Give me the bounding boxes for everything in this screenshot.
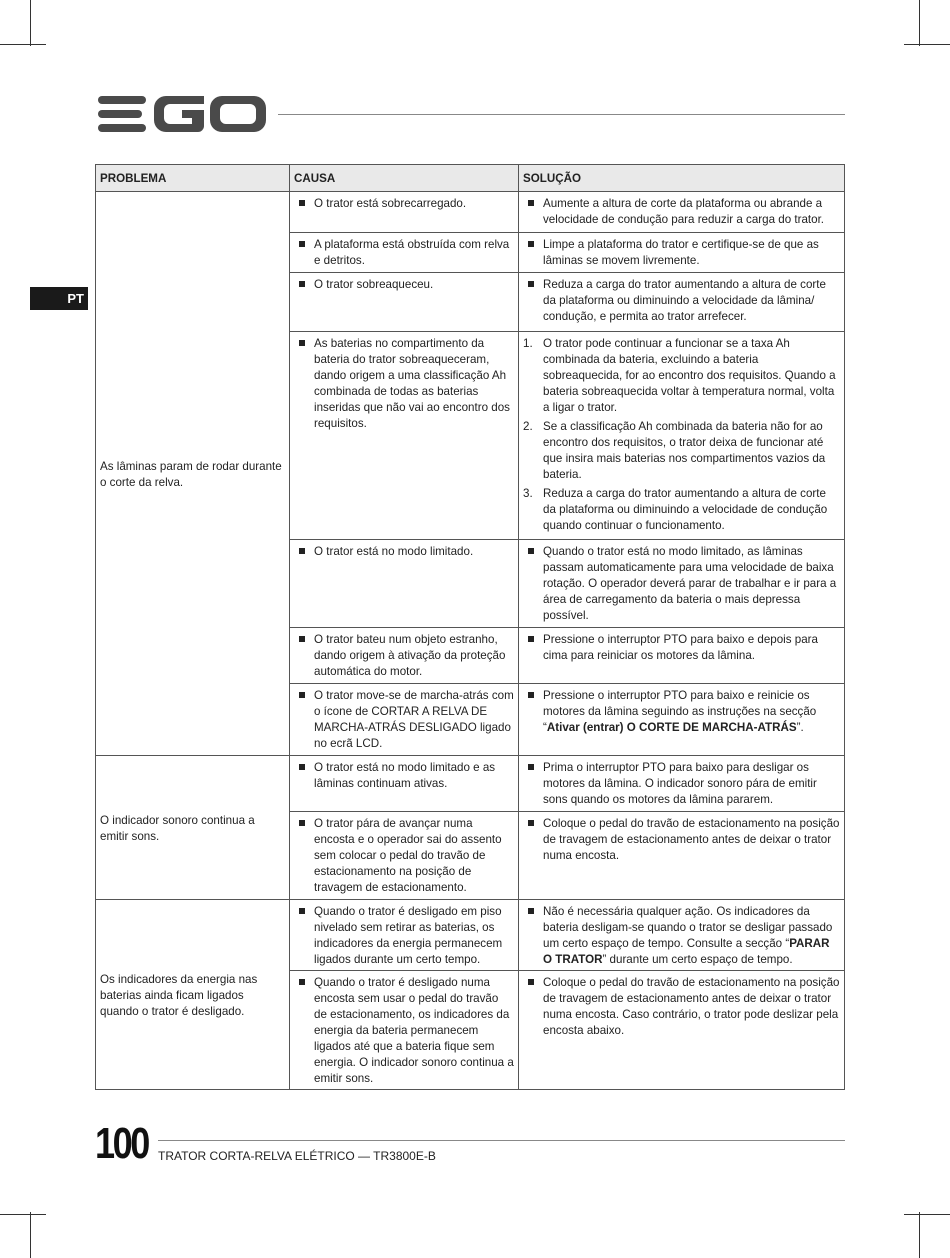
cause-cell [290, 971, 519, 1090]
header-rule [278, 114, 845, 115]
problem-cell: As lâminas param de rodar durante o corte da relva. [96, 192, 290, 756]
solution-text: Prima o interruptor PTO para baixo para desligar os motores da lâmina. O indicador sonoro pára de emitir sons quando os motores da lâmina pararem. [523, 760, 840, 808]
cause-text: O trator move-se de marcha-atrás com o ícone de CORTAR A RELVA DE MARCHA-ATRÁS DESLIGADO ligado no ecrã LCD. [294, 688, 514, 752]
cause-text: A plataforma está obstruída com relva e detritos. [294, 237, 514, 269]
crop-mark [919, 1212, 920, 1258]
solution-text: Não é necessária qualquer ação. Os indicadores da bateria desligam-se quando o trator se desligar passado um certo espaço de tempo. Consulte a secção “PARAR O TRATOR” durante um certo espaço de tempo. [523, 904, 840, 968]
ego-logo [96, 92, 268, 136]
cause-text: O trator está sobrecarregado. [294, 196, 514, 212]
solution-cell [519, 273, 845, 332]
language-tab: PT [30, 287, 88, 310]
step-number: 1. [523, 337, 533, 350]
table-row [96, 900, 845, 971]
crop-mark [904, 1214, 950, 1215]
table-header-row [96, 165, 845, 192]
header-cause: CAUSA [290, 165, 519, 192]
solution-text: Pressione o interruptor PTO para baixo e depois para cima para reiniciar os motores da lâmina. [523, 632, 840, 664]
solution-step [523, 336, 840, 416]
solution-cell [519, 971, 845, 1090]
footer-title: TRATOR CORTA-RELVA ELÉTRICO — TR3800E-B [158, 1149, 436, 1163]
cause-text: Quando o trator é desligado em piso nivelado sem retirar as baterias, os indicadores da energia permanecem ligados durante um certo tempo. [294, 904, 514, 968]
step-text: Reduza a carga do trator aumentando a altura de corte da plataforma ou diminuindo a velocidade de condução quando continuar o funcionamento. [543, 487, 828, 532]
cause-cell [290, 756, 519, 812]
solution-cell [519, 628, 845, 684]
step-text: O trator pode continuar a funcionar se a taxa Ah combinada da bateria, excluindo a bateria sobreaquecida, for ao encontro dos requisitos. Quando a bateria sobreaquecida voltar à temperatura normal, volta a ligar o trator. [543, 337, 836, 414]
solution-cell [519, 900, 845, 971]
solution-text: Coloque o pedal do travão de estacionamento na posição de travagem de estacionamento antes de deixar o trator numa encosta. [523, 816, 840, 864]
header-problem: PROBLEMA [96, 165, 290, 192]
cause-cell [290, 628, 519, 684]
solution-text: Pressione o interruptor PTO para baixo e reinicie os motores da lâmina seguindo as instruções na secção “Ativar (entrar) O CORTE DE MARCHA-ATRÁS”. [523, 688, 840, 736]
solution-cell [519, 812, 845, 900]
crop-mark [904, 44, 950, 45]
cause-text: O trator bateu num objeto estranho, dando origem à ativação da proteção automática do motor. [294, 632, 514, 680]
cause-text: Quando o trator é desligado numa encosta sem usar o pedal do travão de estacionamento, os indicadores da energia da bateria permanecem ligados até que a bateria fique sem energia. O indicador sonoro continua a emitir sons. [294, 975, 514, 1087]
cause-cell [290, 812, 519, 900]
problem-cell: O indicador sonoro continua a emitir sons. [96, 756, 290, 900]
page-number: 100 [95, 1119, 148, 1168]
section-reference: PARAR O TRATOR [543, 937, 830, 966]
step-number: 3. [523, 487, 533, 500]
cause-text: O trator sobreaqueceu. [294, 277, 514, 293]
cause-cell [290, 332, 519, 540]
crop-mark [30, 0, 31, 46]
table-row [96, 756, 845, 812]
problem-cell: Os indicadores da energia nas baterias ainda ficam ligados quando o trator é desligado. [96, 900, 290, 1090]
cause-text: O trator está no modo limitado e as lâminas continuam ativas. [294, 760, 514, 792]
solution-cell [519, 684, 845, 756]
solution-cell [519, 540, 845, 628]
crop-mark [919, 0, 920, 46]
crop-mark [30, 1212, 31, 1258]
solution-cell [519, 332, 845, 540]
cause-cell [290, 540, 519, 628]
cause-cell [290, 900, 519, 971]
crop-mark [0, 1214, 46, 1215]
cause-cell [290, 192, 519, 233]
solution-text: Aumente a altura de corte da plataforma ou abrande a velocidade de condução para reduzir a carga do trator. [523, 196, 840, 228]
footer-rule [158, 1140, 845, 1141]
cause-cell [290, 684, 519, 756]
cause-text: As baterias no compartimento da bateria do trator sobreaqueceram, dando origem a uma classificação Ah combinada de todas as baterias inseridas que não vai ao encontro dos requisitos. [294, 336, 514, 432]
solution-cell [519, 192, 845, 233]
cause-cell [290, 233, 519, 273]
table-row [96, 192, 845, 233]
cause-cell [290, 273, 519, 332]
step-number: 2. [523, 420, 533, 433]
header-solution: SOLUÇÃO [519, 165, 845, 192]
cause-text: O trator está no modo limitado. [294, 544, 514, 560]
solution-text: Reduza a carga do trator aumentando a altura de corte da plataforma ou diminuindo a velocidade da lâmina/ condução, e permita ao trator arrefecer. [523, 277, 840, 325]
solution-text: Limpe a plataforma do trator e certifique-se de que as lâminas se movem livremente. [523, 237, 840, 269]
cause-text: O trator pára de avançar numa encosta e o operador sai do assento sem colocar o pedal do travão de estacionamento na posição de travagem de estacionamento. [294, 816, 514, 896]
solution-text: Quando o trator está no modo limitado, as lâminas passam automaticamente para uma velocidade de baixa rotação. O operador deverá parar de trabalhar e ir para a área de carregamento da bateria o mais depressa possível. [523, 544, 840, 624]
section-reference: Ativar (entrar) O CORTE DE MARCHA-ATRÁS [546, 721, 797, 734]
step-text: Se a classificação Ah combinada da bateria não for ao encontro dos requisitos, o trator deixa de funcionar até que insira mais baterias nos compartimentos vazios da bateria. [543, 420, 826, 481]
solution-cell [519, 756, 845, 812]
troubleshooting-table [95, 164, 845, 1090]
solution-step [523, 419, 840, 483]
solution-step [523, 486, 840, 534]
solution-cell [519, 233, 845, 273]
crop-mark [0, 44, 46, 45]
solution-text: Coloque o pedal do travão de estacionamento na posição de travagem de estacionamento antes de deixar o trator numa encosta. Caso contrário, o trator pode deslizar pela encosta abaixo. [523, 975, 840, 1039]
